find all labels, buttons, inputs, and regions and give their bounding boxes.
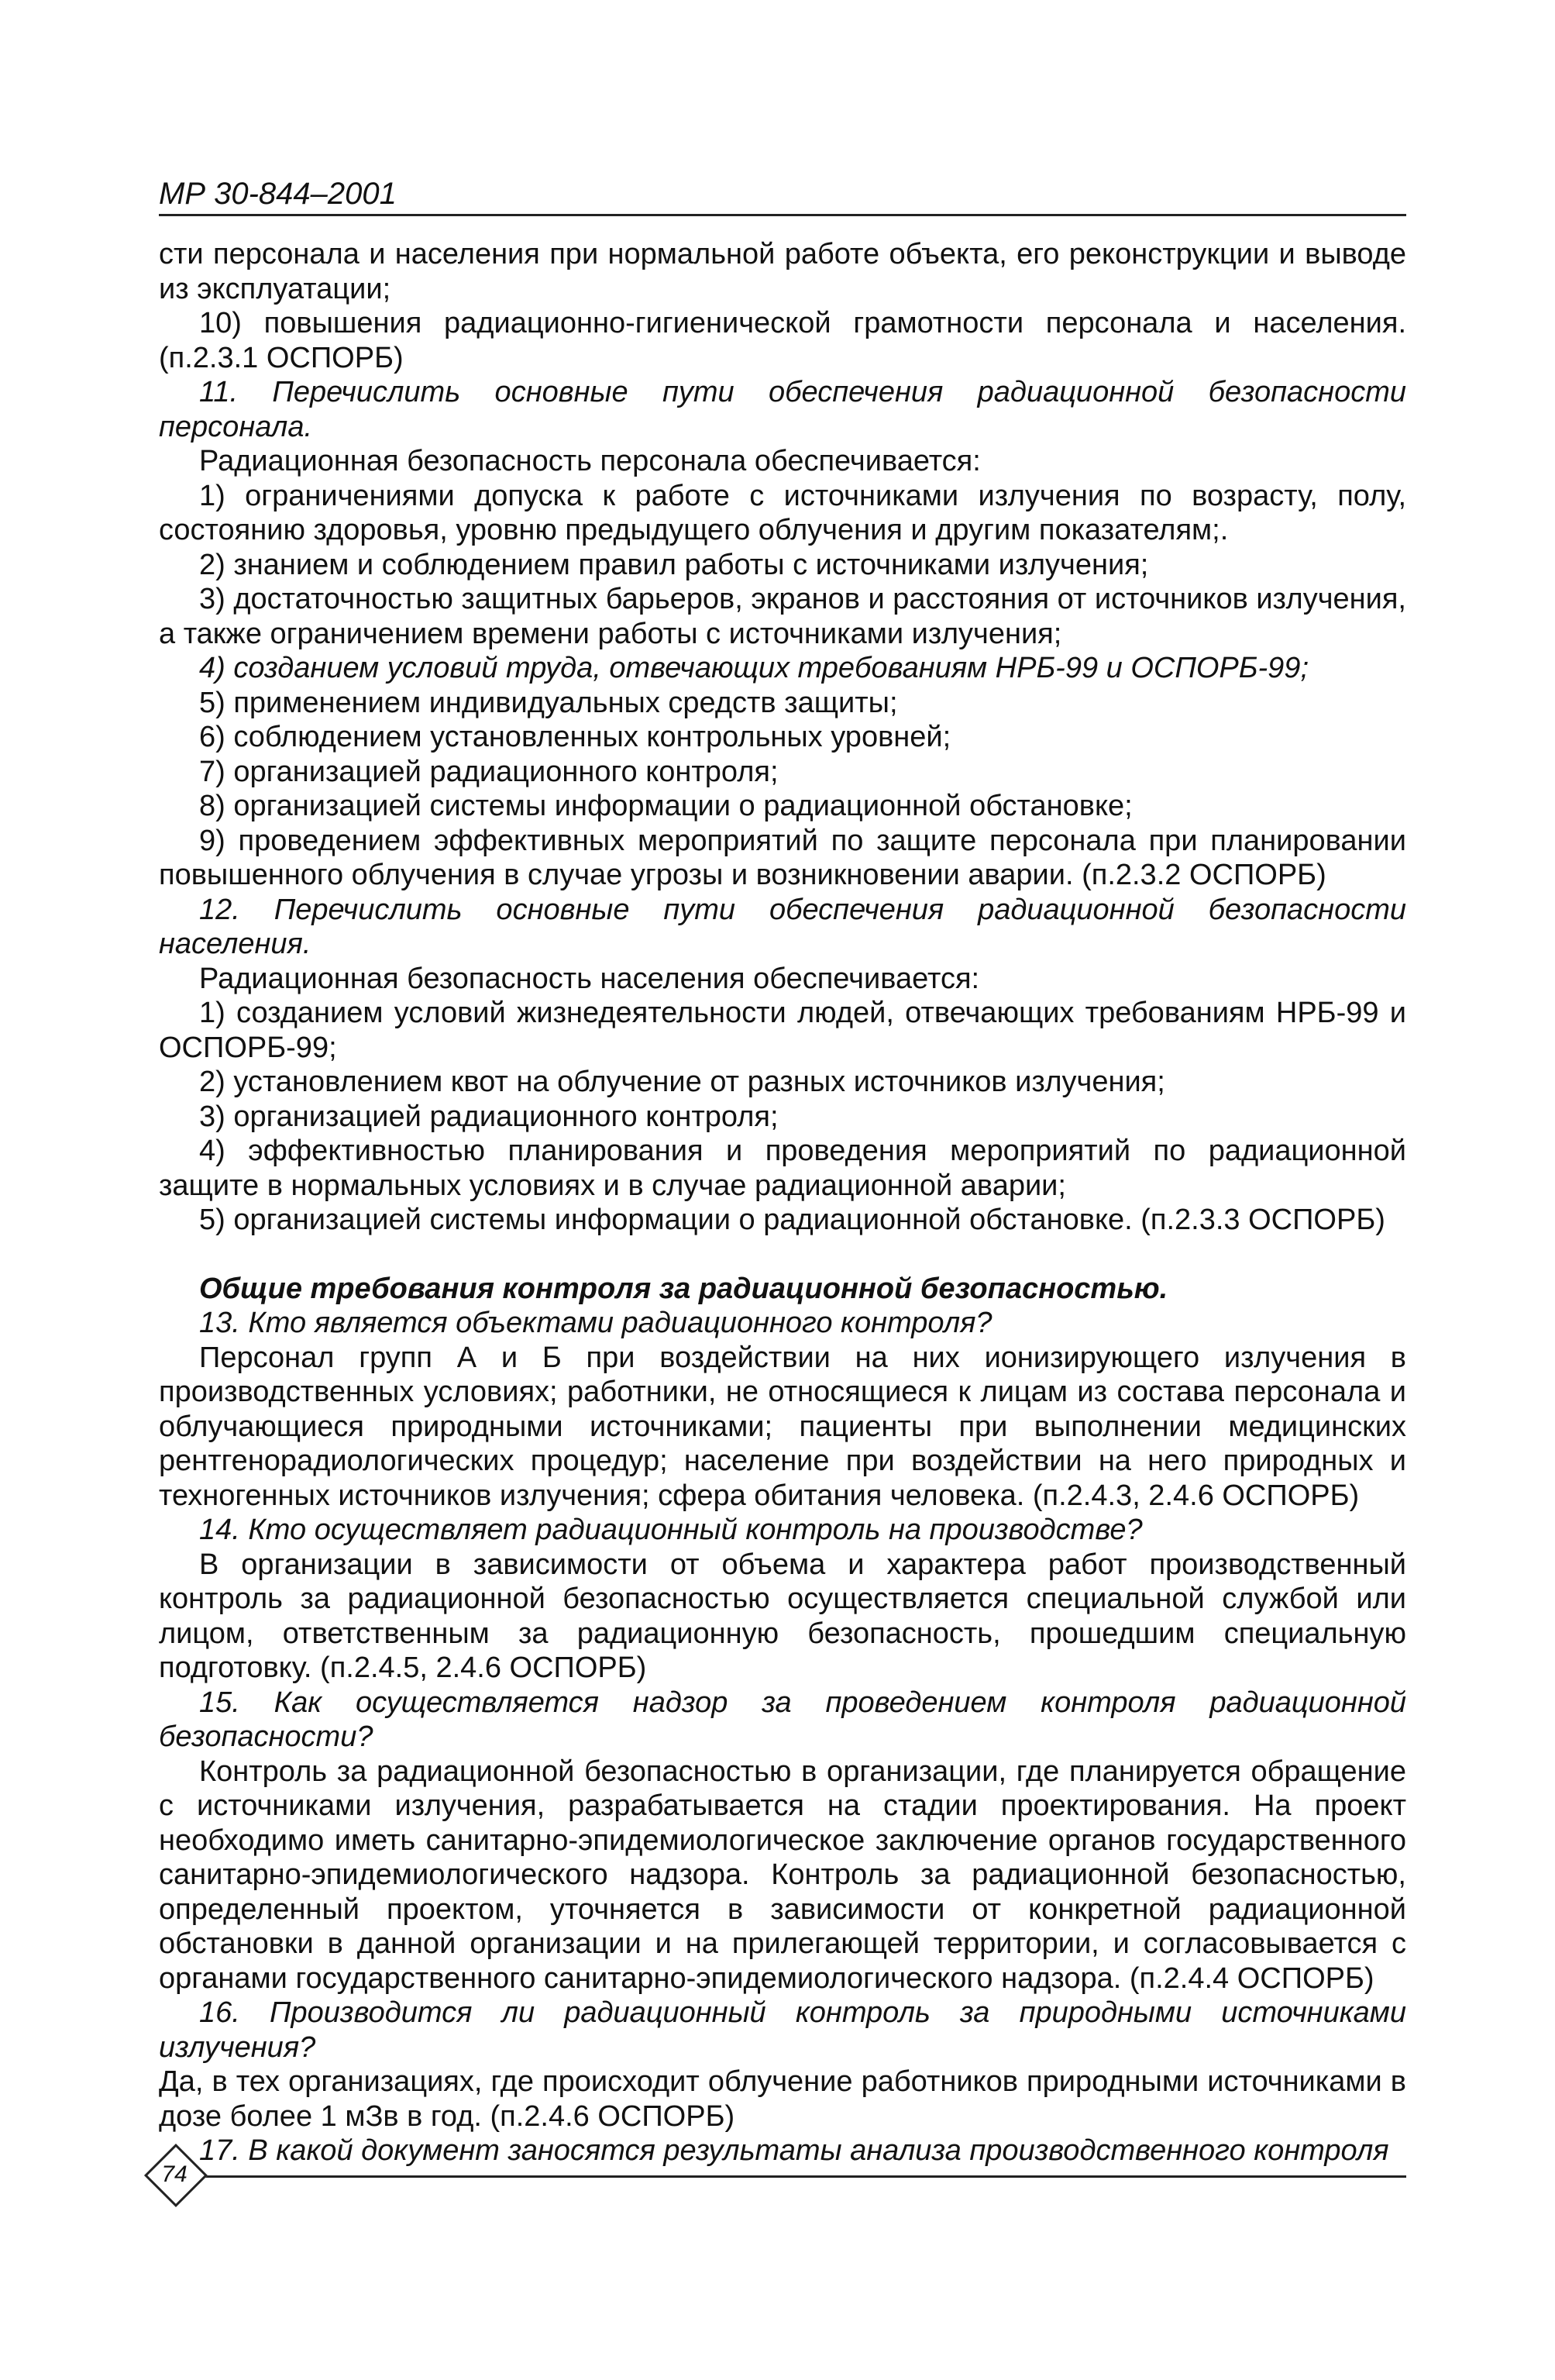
page-body: [159, 237, 1406, 2168]
list-item: 4) созданием условий труда, отвечающих требованиям НРБ-99 и ОСПОРБ-99;: [199, 652, 1309, 684]
list-item: 2) установлением квот на облучение от разных источников излучения;: [199, 1066, 1165, 1098]
question: 15. Как осуществляется надзор за проведением контроля радиационной безопасности?: [159, 1686, 1406, 1753]
list-item: 5) применением индивидуальных средств защиты;: [199, 686, 898, 719]
question: 16. Производится ли радиационный контроль за природными источниками излучения?: [159, 1996, 1406, 2064]
question: 13. Кто является объектами радиационного контроля?: [199, 1307, 993, 1339]
list-item: 3) организацией радиационного контроля;: [199, 1100, 779, 1133]
footer-rule: [195, 2175, 1406, 2178]
list-item: 1) созданием условий жизнедеятельности людей, отвечающих требованиям НРБ-99 и ОСПОРБ-99;: [159, 997, 1406, 1064]
list-item: 10) повышения радиационно-гигиенической грамотности персонала и населения. (п.2.3.1 ОСПОРБ): [159, 307, 1406, 374]
page-number: 74: [161, 2161, 187, 2187]
question: 12. Перечислить основные пути обеспечения радиационной безопасности населения.: [159, 893, 1406, 960]
list-item: 4) эффективностью планирования и проведения мероприятий по радиационной защите в нормальных условиях и в случае радиационной аварии;: [159, 1135, 1406, 1202]
list-item: 6) соблюдением установленных контрольных уровней;: [199, 721, 951, 753]
list-item: 1) ограничениями допуска к работе с источниками излучения по возрасту, полу, состоянию здоровья, уровню предыдущего облучения и другим показателям;.: [159, 479, 1406, 546]
list-item: 9) проведением эффективных мероприятий по защите персонала при планировании повышенного облучения в случае угрозы и возникновении аварии. (п.2.3.2 ОСПОРБ): [159, 824, 1406, 891]
question: 14. Кто осуществляет радиационный контроль на производстве?: [199, 1514, 1143, 1546]
page-footer: [141, 2147, 1406, 2209]
list-item: 3) достаточностью защитных барьеров, экранов и расстояния от источников излучения, а также ограничением времени работы с источниками излучения;: [159, 583, 1406, 650]
list-item: 2) знанием и соблюдением правил работы с источниками излучения;: [199, 548, 1149, 581]
paragraph: Радиационная безопасность населения обеспечивается:: [199, 962, 980, 995]
answer: В организации в зависимости от объема и характера работ производственный контроль за радиационной безопасностью осуществляется специальной службой или лицом, ответственным за радиационную безопасность, прошедшим специальную подготовку. (п.2.4.5, 2.4.6 ОСПОРБ): [159, 1548, 1406, 1684]
answer: Да, в тех организациях, где происходит облучение работников природными источниками в дозе более 1 мЗв в год. (п.2.4.6 ОСПОРБ): [159, 2065, 1406, 2133]
answer: Персонал групп А и Б при воздействии на них ионизирующего излучения в производственных условиях; работники, не относящиеся к лицам из состава персонала и облучающиеся природными источниками; пациенты при выполнении медицинских рентгенорадиологических процедур; население при воздействии на него природных и техногенных источников излучения; сфера обитания человека. (п.2.4.3, 2.4.6 ОСПОРБ): [159, 1341, 1406, 1512]
list-item: 8) организацией системы информации о радиационной обстановке;: [199, 790, 1133, 822]
document-code: МР 30-844–2001: [159, 177, 397, 211]
paragraph: Радиационная безопасность персонала обеспечивается:: [199, 445, 981, 477]
answer: Контроль за радиационной безопасностью в организации, где планируется обращение с источниками излучения, разрабатывается на стадии проектирования. На проект необходимо иметь санитарно-эпидемиологическое заключение органов государственного санитарно-эпидемиологического надзора. Контроль за радиационной безопасностью, определенный проектом, уточняется в зависимости от конкретной радиационной обстановки в данной организации и на прилегающей территории, и согласовывается с органами государственного санитарно-эпидемиологического надзора. (п.2.4.4 ОСПОРБ): [159, 1755, 1406, 1995]
question: 11. Перечислить основные пути обеспечения радиационной безопасности персонала.: [159, 376, 1406, 443]
paragraph: сти персонала и населения при нормальной работе объекта, его реконструкции и выводе из эксплуатации;: [159, 238, 1406, 305]
section-heading: Общие требования контроля за радиационной безопасностью.: [199, 1272, 1168, 1305]
page-header: [159, 177, 1406, 216]
list-item: 5) организацией системы информации о радиационной обстановке. (п.2.3.3 ОСПОРБ): [199, 1204, 1385, 1236]
question: 17. В какой документ заносятся результаты анализа производственного контроля: [199, 2134, 1389, 2167]
list-item: 7) организацией радиационного контроля;: [199, 755, 779, 788]
